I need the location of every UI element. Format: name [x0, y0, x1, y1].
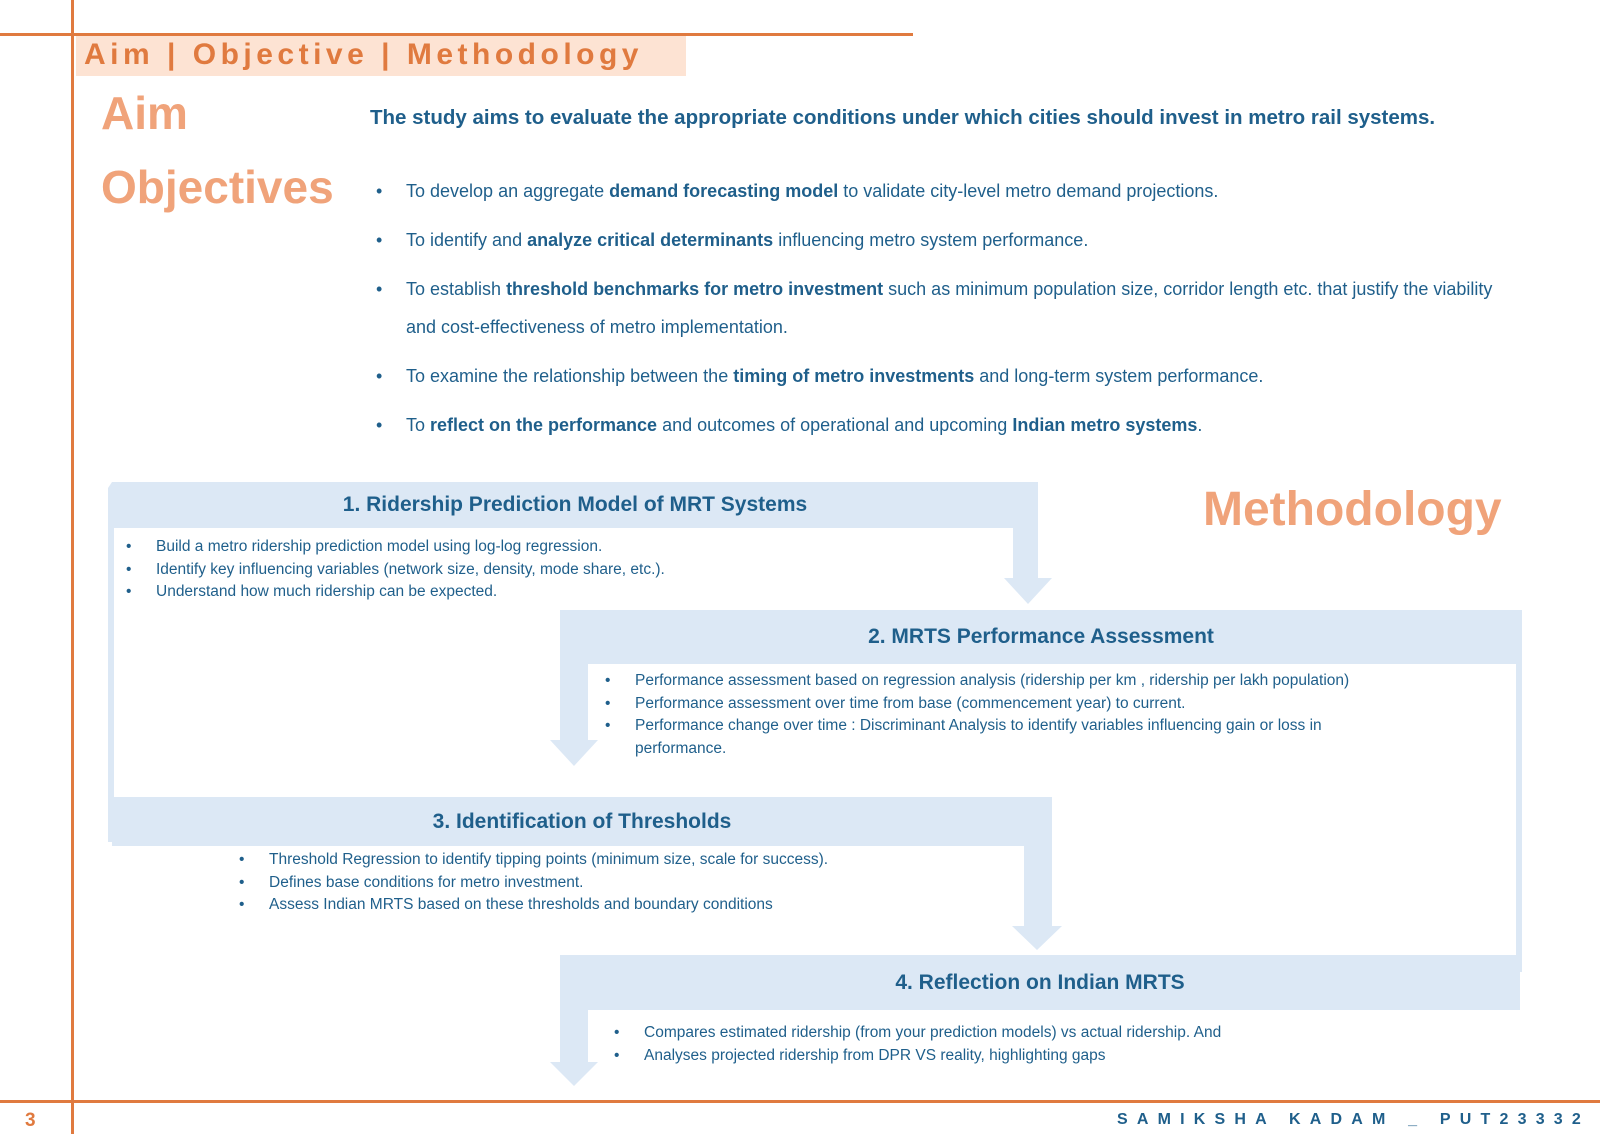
step-3-points	[237, 849, 1017, 917]
objective-item: • To reflect on the performance and outcomes of operational and upcoming Indian metro systems.	[372, 406, 1522, 444]
objectives-heading: Objectives	[101, 161, 334, 213]
author-name: SAMIKSHA KADAM _ PUT23332	[1116, 1111, 1590, 1128]
step-4-title: 4. Reflection on Indian MRTS	[895, 971, 1185, 994]
objective-item: • To identify and analyze critical determinants influencing metro system performance.	[372, 221, 1522, 259]
objective-item: • To examine the relationship between the timing of metro investments and long-term system performance.	[372, 357, 1522, 395]
list-item: • Compares estimated ridership (from your prediction models) vs actual ridership. And	[612, 1022, 1472, 1045]
step-1-points	[124, 536, 984, 604]
list-item: • Performance assessment over time from base (commencement year) to current.	[603, 693, 1378, 716]
list-item: • Understand how much ridership can be expected.	[124, 581, 984, 604]
aim-heading: Aim	[101, 87, 188, 139]
step-4-points	[612, 1022, 1472, 1067]
objective-item: • To establish threshold benchmarks for metro investment such as minimum population size, corridor length etc. that justify the viability and cost-effectiveness of metro implementation.	[372, 270, 1522, 346]
list-item: • Identify key influencing variables (network size, density, mode share, etc.).	[124, 559, 984, 582]
list-item: • Analyses projected ridership from DPR VS reality, highlighting gaps	[612, 1045, 1472, 1068]
list-item: • Assess Indian MRTS based on these thresholds and boundary conditions	[237, 894, 1017, 917]
objective-item: • To develop an aggregate demand forecasting model to validate city-level metro demand projections.	[372, 172, 1522, 210]
list-item: • Performance assessment based on regression analysis (ridership per km , ridership per lakh population)	[603, 670, 1378, 693]
step-3-title: 3. Identification of Thresholds	[432, 810, 732, 833]
step-2-title: 2. MRTS Performance Assessment	[868, 625, 1214, 648]
page-title: Aim | Objective | Methodology	[84, 38, 643, 71]
list-item: • Build a metro ridership prediction model using log-log regression.	[124, 536, 984, 559]
methodology-heading: Methodology	[1203, 483, 1502, 536]
list-item: • Defines base conditions for metro investment.	[237, 872, 1017, 895]
list-item: • Threshold Regression to identify tipping points (minimum size, scale for success).	[237, 849, 1017, 872]
step-1-title: 1. Ridership Prediction Model of MRT Systems	[342, 493, 808, 516]
list-item: • Performance change over time : Discriminant Analysis to identify variables influencing gain or loss in performance.	[603, 715, 1378, 760]
page-number: 3	[25, 1110, 36, 1131]
aim-statement: The study aims to evaluate the appropriate conditions under which cities should invest in metro rail systems.	[370, 106, 1436, 129]
step-2-points	[603, 670, 1378, 760]
